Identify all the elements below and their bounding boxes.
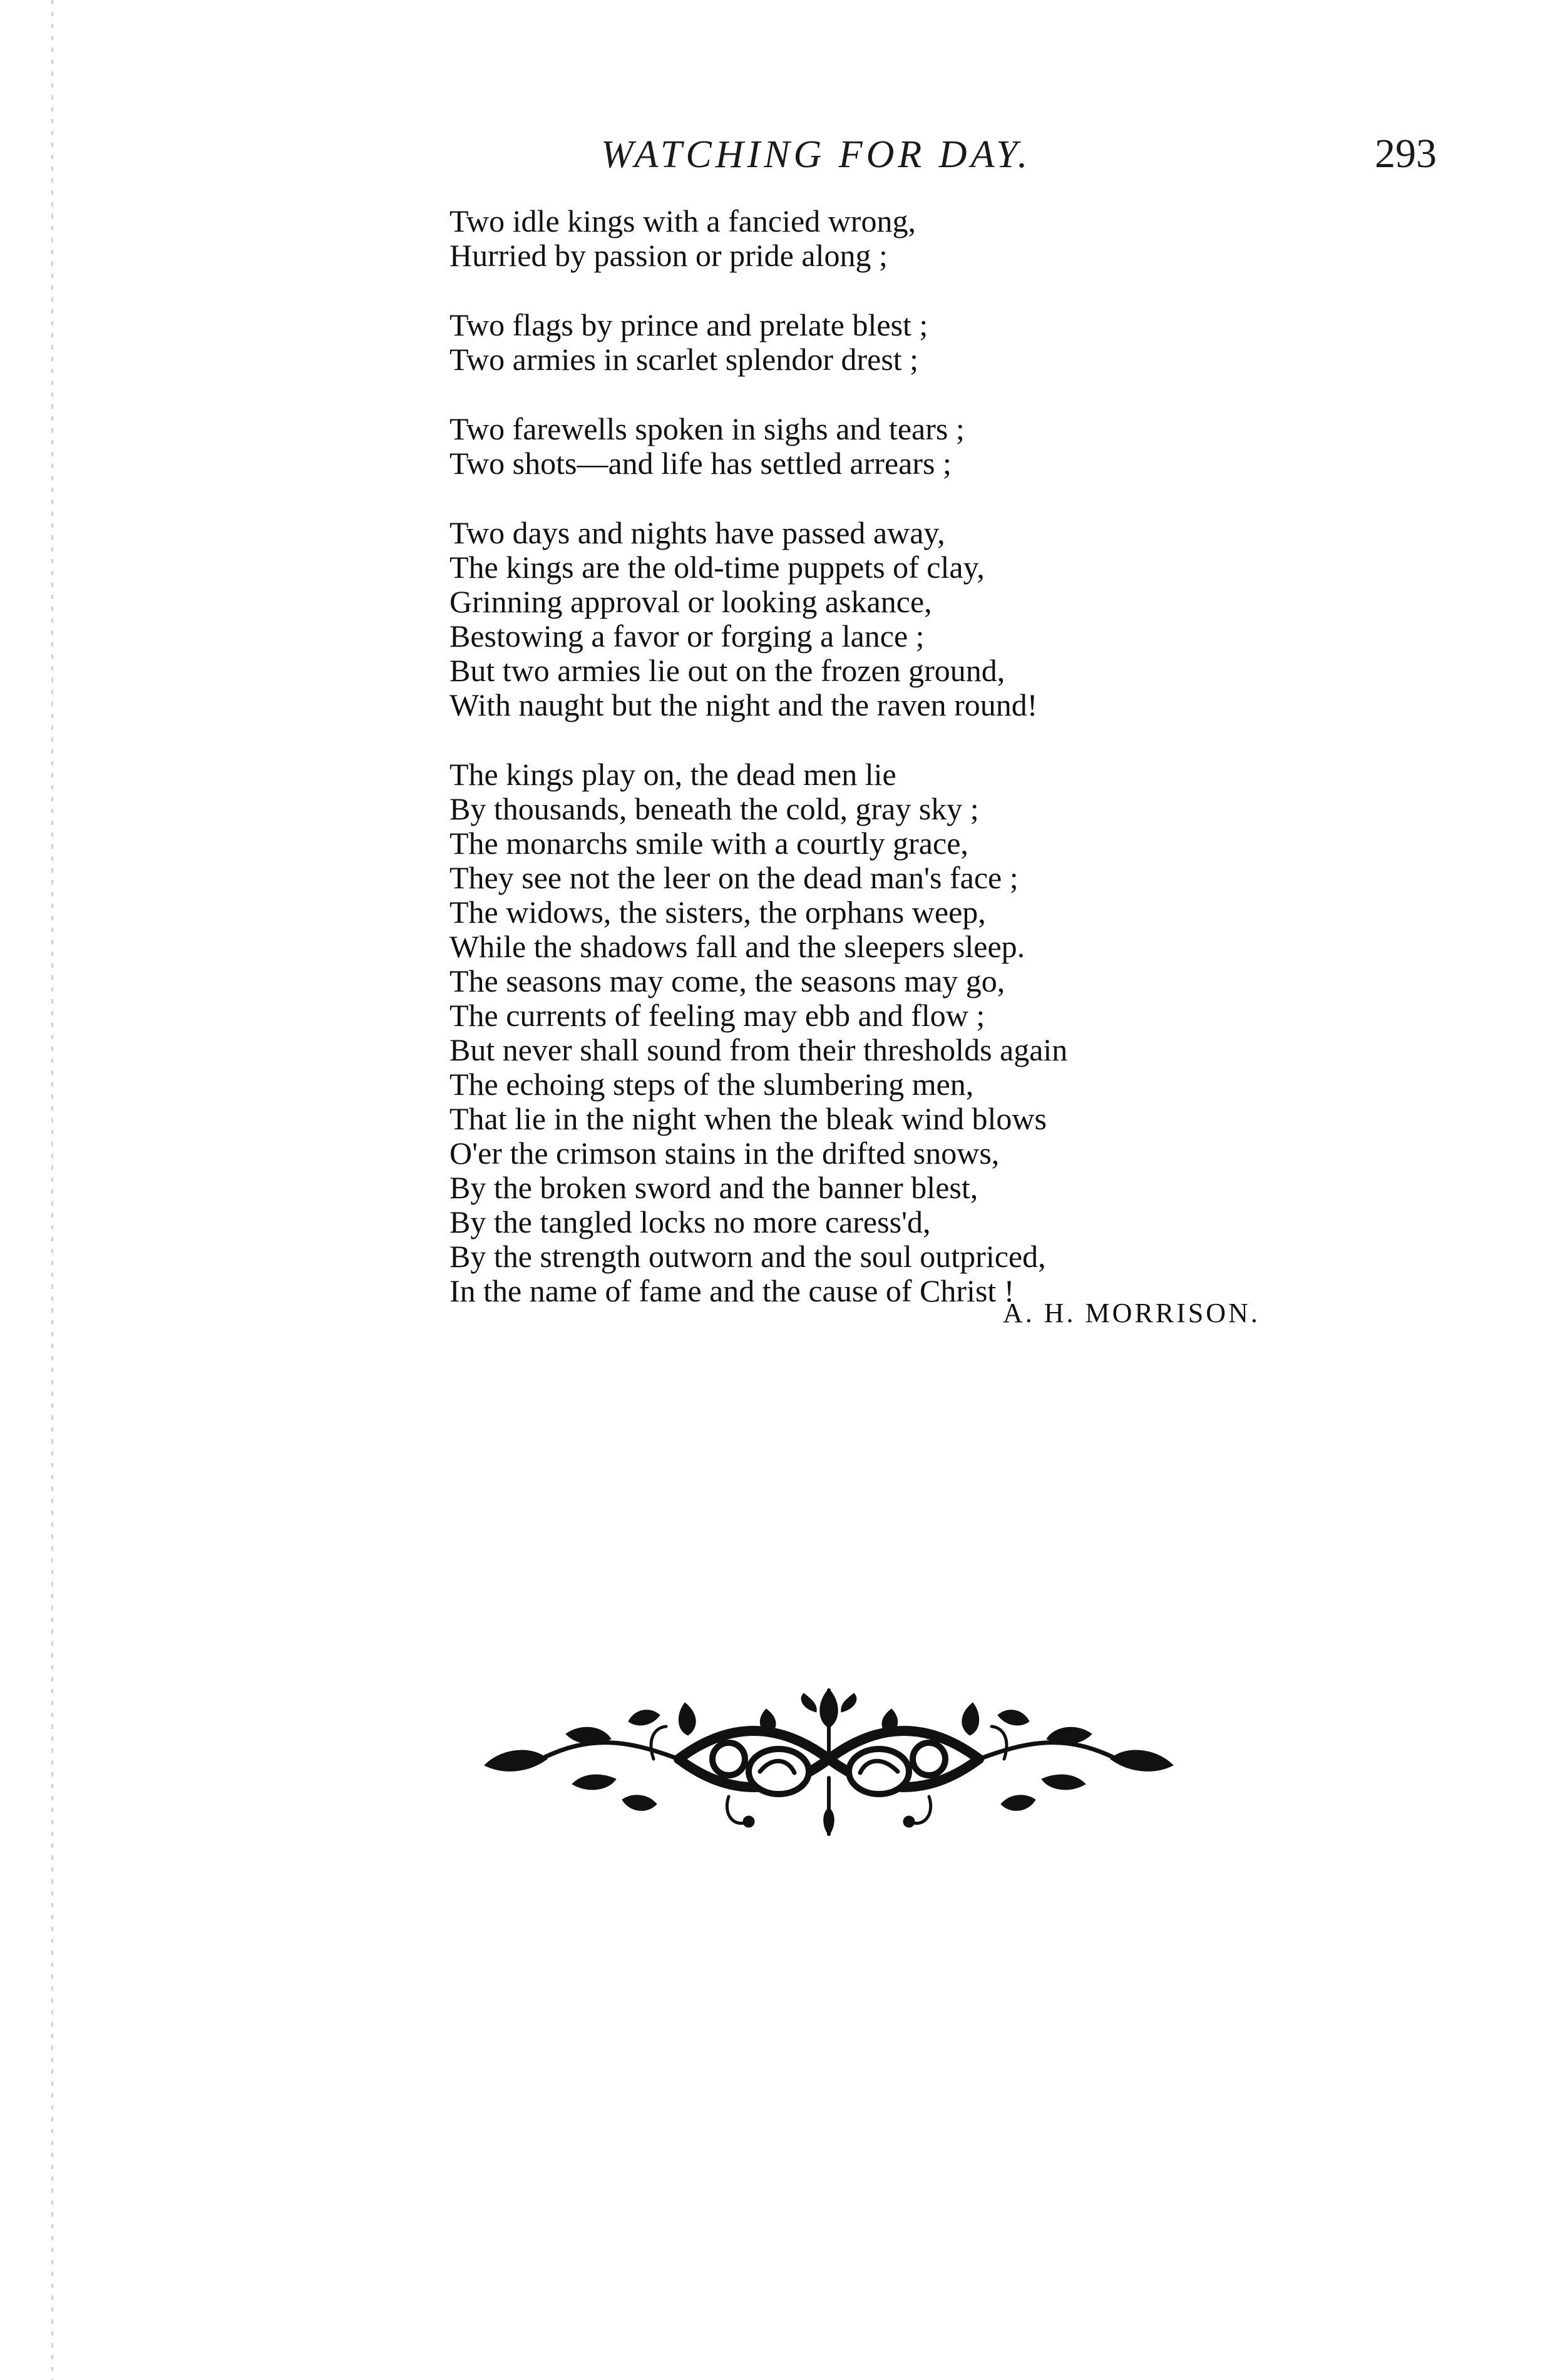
running-head: WATCHING FOR DAY. — [601, 133, 1032, 176]
poem-line: With naught but the night and the raven round! — [449, 687, 1038, 722]
poem-author: A. H. MORRISON. — [1003, 1298, 1260, 1328]
poem-line: The echoing steps of the slumbering men, — [449, 1067, 974, 1102]
floral-vine-ornament-icon — [466, 1665, 1192, 1847]
poem-line: The kings play on, the dead men lie — [449, 757, 896, 792]
stanza — [449, 412, 1451, 481]
poem-line: Two idle kings with a fancied wrong, — [449, 203, 916, 239]
poem-line: That lie in the night when the bleak wind blows — [449, 1101, 1047, 1136]
poem-line: Two days and nights have passed away, — [449, 515, 945, 550]
page-edge-shadow — [51, 0, 53, 2380]
poem-line: But two armies lie out on the frozen ground, — [449, 653, 1005, 688]
poem-line: By the tangled locks no more caress'd, — [449, 1204, 931, 1239]
poem-line: But never shall sound from their thresholds again — [449, 1032, 1068, 1067]
stanza — [449, 757, 1451, 1308]
poem-line: In the name of fame and the cause of Christ ! — [449, 1273, 1015, 1308]
poem-line: Two farewells spoken in sighs and tears ; — [449, 411, 965, 446]
poem-line: By the broken sword and the banner blest, — [449, 1170, 978, 1205]
poem-line: The currents of feeling may ebb and flow ; — [449, 998, 985, 1033]
poem-line: The kings are the old-time puppets of clay, — [449, 550, 985, 585]
poem-line: Grinning approval or looking askance, — [449, 584, 932, 619]
poem-line: By the strength outworn and the soul outpriced, — [449, 1239, 1046, 1274]
poem-line: The widows, the sisters, the orphans weep, — [449, 895, 986, 930]
poem-line: Two armies in scarlet splendor drest ; — [449, 342, 919, 377]
poem-line: Hurried by passion or pride along ; — [449, 238, 888, 273]
stanza — [449, 204, 1451, 273]
poem-line: The monarchs smile with a courtly grace, — [449, 826, 968, 861]
poem-line: While the shadows fall and the sleepers sleep. — [449, 929, 1025, 964]
poem-line: The seasons may come, the seasons may go, — [449, 963, 1005, 998]
poem-line: Two shots—and life has settled arrears ; — [449, 446, 952, 481]
poem-line: They see not the leer on the dead man's face ; — [449, 860, 1019, 895]
poem-line: Two flags by prince and prelate blest ; — [449, 307, 928, 342]
stanza — [449, 308, 1451, 377]
stanza — [449, 516, 1451, 722]
poem-line: O'er the crimson stains in the drifted snows, — [449, 1136, 1000, 1171]
poem-line: Bestowing a favor or forging a lance ; — [449, 618, 925, 654]
poem — [449, 204, 1451, 1343]
poem-line: By thousands, beneath the cold, gray sky ; — [449, 791, 979, 826]
page-number: 293 — [1375, 131, 1437, 177]
